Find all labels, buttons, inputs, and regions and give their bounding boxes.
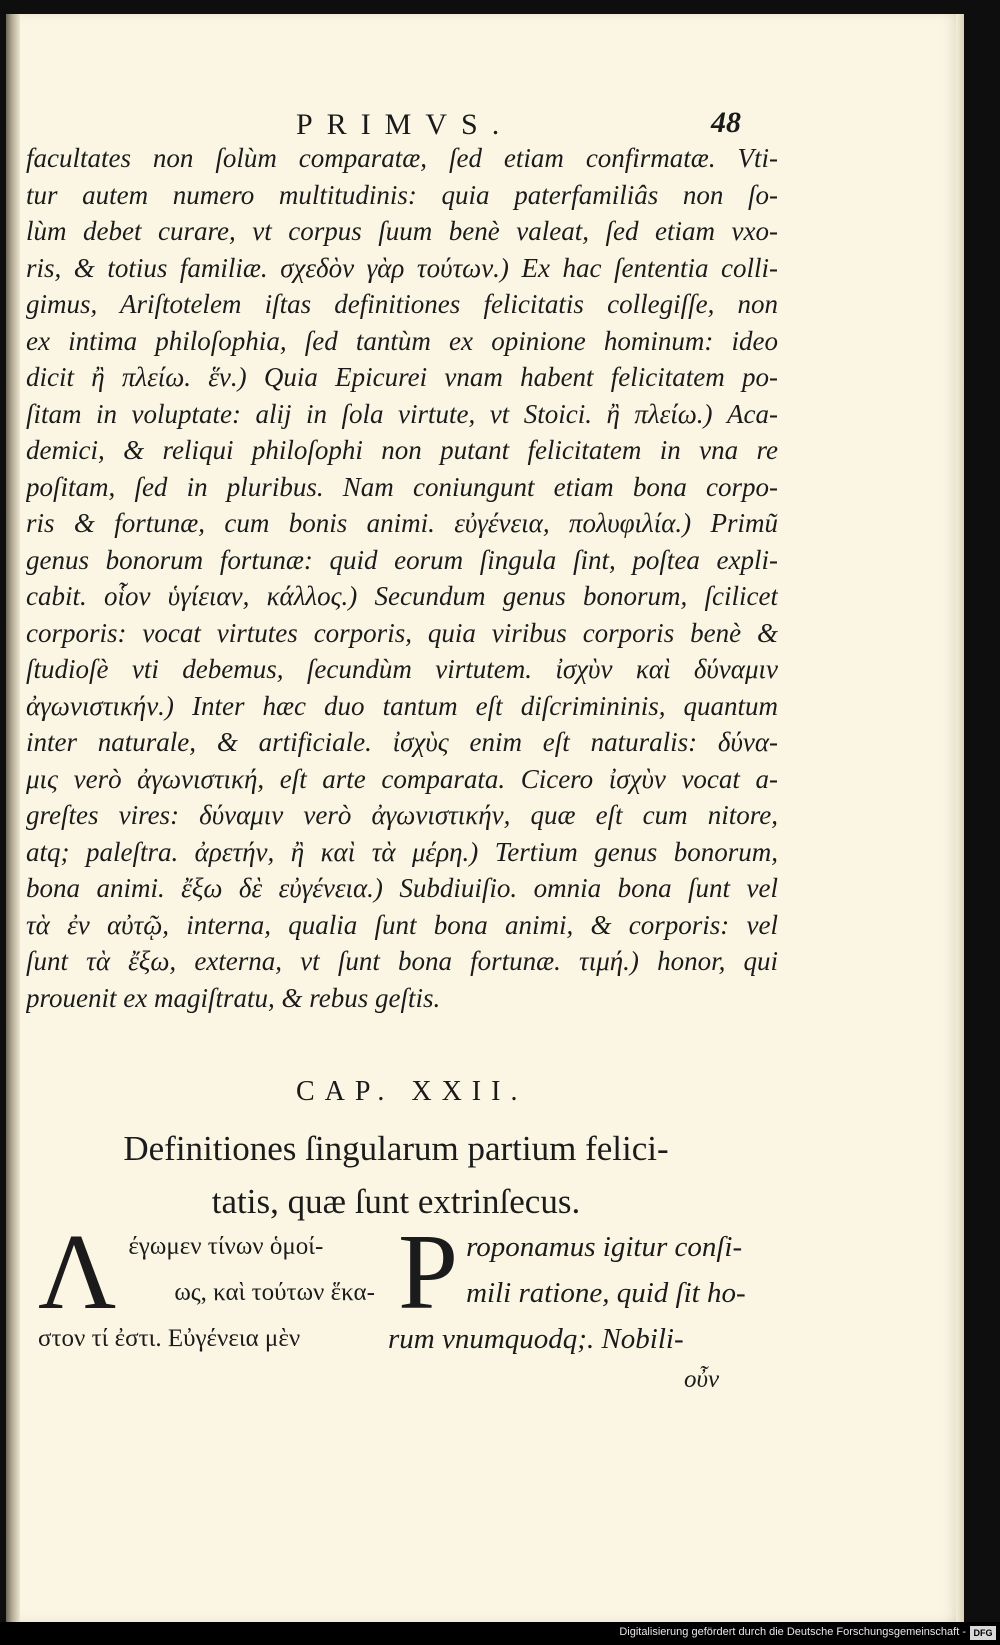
chapter-label: CAP. XXII. (296, 1076, 528, 1107)
text-line: ris & fortunæ, cum bonis animi. εὐγένεια, πολυφιλία.) Primũ (26, 508, 778, 538)
text-line: gimus, Ariſtotelem iſtas definitiones felicitatis collegiſſe, non (26, 289, 778, 319)
text-line: poſitam, ſed in pluribus. Nam coniungunt etiam bona corpo- (26, 471, 778, 502)
text-line: demici, & reliqui philoſophi non putant felicitatem in vna re (26, 435, 778, 465)
catchword: οὖν (684, 1366, 720, 1393)
text-line: ἀγωνιστικήν.) Inter hæc duo tantum eſt diſcrimininis, quantum (26, 690, 778, 721)
chapter-title (46, 1122, 746, 1228)
text-line: τὰ ἐν αὐτῷ, interna, qualia ſunt bona animi, & corporis: vel (26, 909, 778, 940)
dfg-logo-icon: DFG (970, 1626, 996, 1640)
text-line: dicit ἢ πλείω. ἕν.) Quia Epicurei vnam habent felicitatem po- (26, 362, 778, 392)
footer-credit: Digitalisierung gefördert durch die Deutsche Forschungsgemeinschaft - (619, 1626, 966, 1638)
text-line: μις verò ἀγωνιστική, eſt arte comparata. Cicero ἰσχὺν vocat a- (26, 763, 778, 794)
greek-line: στον τί ἐστι. Εὐγένεια μὲν (38, 1325, 301, 1352)
text-line: tur autem numero multitudinis: quia paterfamiliâs non ſo- (26, 179, 778, 210)
text-line: ſtudioſè vti debemus, ſecundùm virtutem. ἰσχὺν καὶ δύναμιν (26, 654, 778, 684)
latin-dropcap: P (398, 1213, 459, 1332)
page-edge (956, 14, 964, 1622)
text-line: ſunt τὰ ἔξω, externa, vt ſunt bona fortunæ. τιμή.) honor, qui (26, 946, 778, 976)
greek-dropcap: Λ (38, 1213, 117, 1332)
greek-column (38, 1213, 382, 1362)
text-line: lùm debet curare, vt corpus ſuum benè valeat, ſed etiam vxo- (26, 216, 778, 246)
latin-line: mili ratione, quid ſit ho- (466, 1277, 746, 1309)
text-line: genus bonorum fortunæ: quid eorum ſingula ſint, poſtea expli- (26, 544, 778, 575)
text-line: greſtes vires: δύναμιν verò ἀγωνιστικήν, quæ eſt cum nitore, (26, 800, 778, 830)
text-line: ex intima philoſophia, ſed tantùm ex opinione hominum: ideo (26, 325, 778, 356)
chapter-title-line: Definitiones ſingularum partium felici- (123, 1129, 669, 1168)
text-line: inter naturale, & artificiale. ἰσχὺς enim eſt naturalis: δύνα- (26, 727, 778, 757)
text-line: ſitam in voluptate: alij in ſola virtute, vt Stoici. ἢ πλείω.) Aca- (26, 398, 778, 429)
text-line: facultates non ſolùm comparatæ, ſed etiam confirmatæ. Vti- (26, 143, 778, 173)
latin-line: roponamus igitur conſi- (466, 1231, 743, 1263)
greek-line: ως, καὶ τούτων ἕκα- (174, 1279, 375, 1306)
latin-column (388, 1213, 770, 1362)
text-line: bona animi. ἔξω δὲ εὐγένεια.) Subdiuiſio. omnia bona ſunt vel (26, 873, 778, 903)
text-line: cabit. οἷον ὑγίειαν, κάλλος.) Secundum genus bonorum, ſcilicet (26, 581, 778, 611)
body-text (26, 140, 778, 1016)
footer-bar (0, 1622, 1000, 1645)
binding-edge (6, 14, 20, 1622)
text-line: atq; paleſtra. ἀρετήν, ἢ καὶ τὰ μέρη.) Tertium genus bonorum, (26, 836, 778, 867)
text-line: prouenit ex magiſtratu, & rebus geſtis. (26, 982, 441, 1013)
text-line: corporis: vocat virtutes corporis, quia viribus corporis benè & (26, 617, 778, 648)
page-number: 48 (711, 106, 741, 139)
chapter-title-line: tatis, quæ ſunt extrinſecus. (211, 1182, 581, 1221)
running-head: PRIMVS. (296, 108, 514, 141)
greek-line: έγωμεν τίνων ὁμοί- (128, 1233, 324, 1260)
scanned-page (6, 14, 964, 1622)
text-line: ris, & totius familiæ. σχεδὸν γὰρ τούτων.) Ex hac ſententia colli- (26, 252, 778, 283)
latin-line: rum vnumquodq;. Nobili- (388, 1323, 684, 1355)
